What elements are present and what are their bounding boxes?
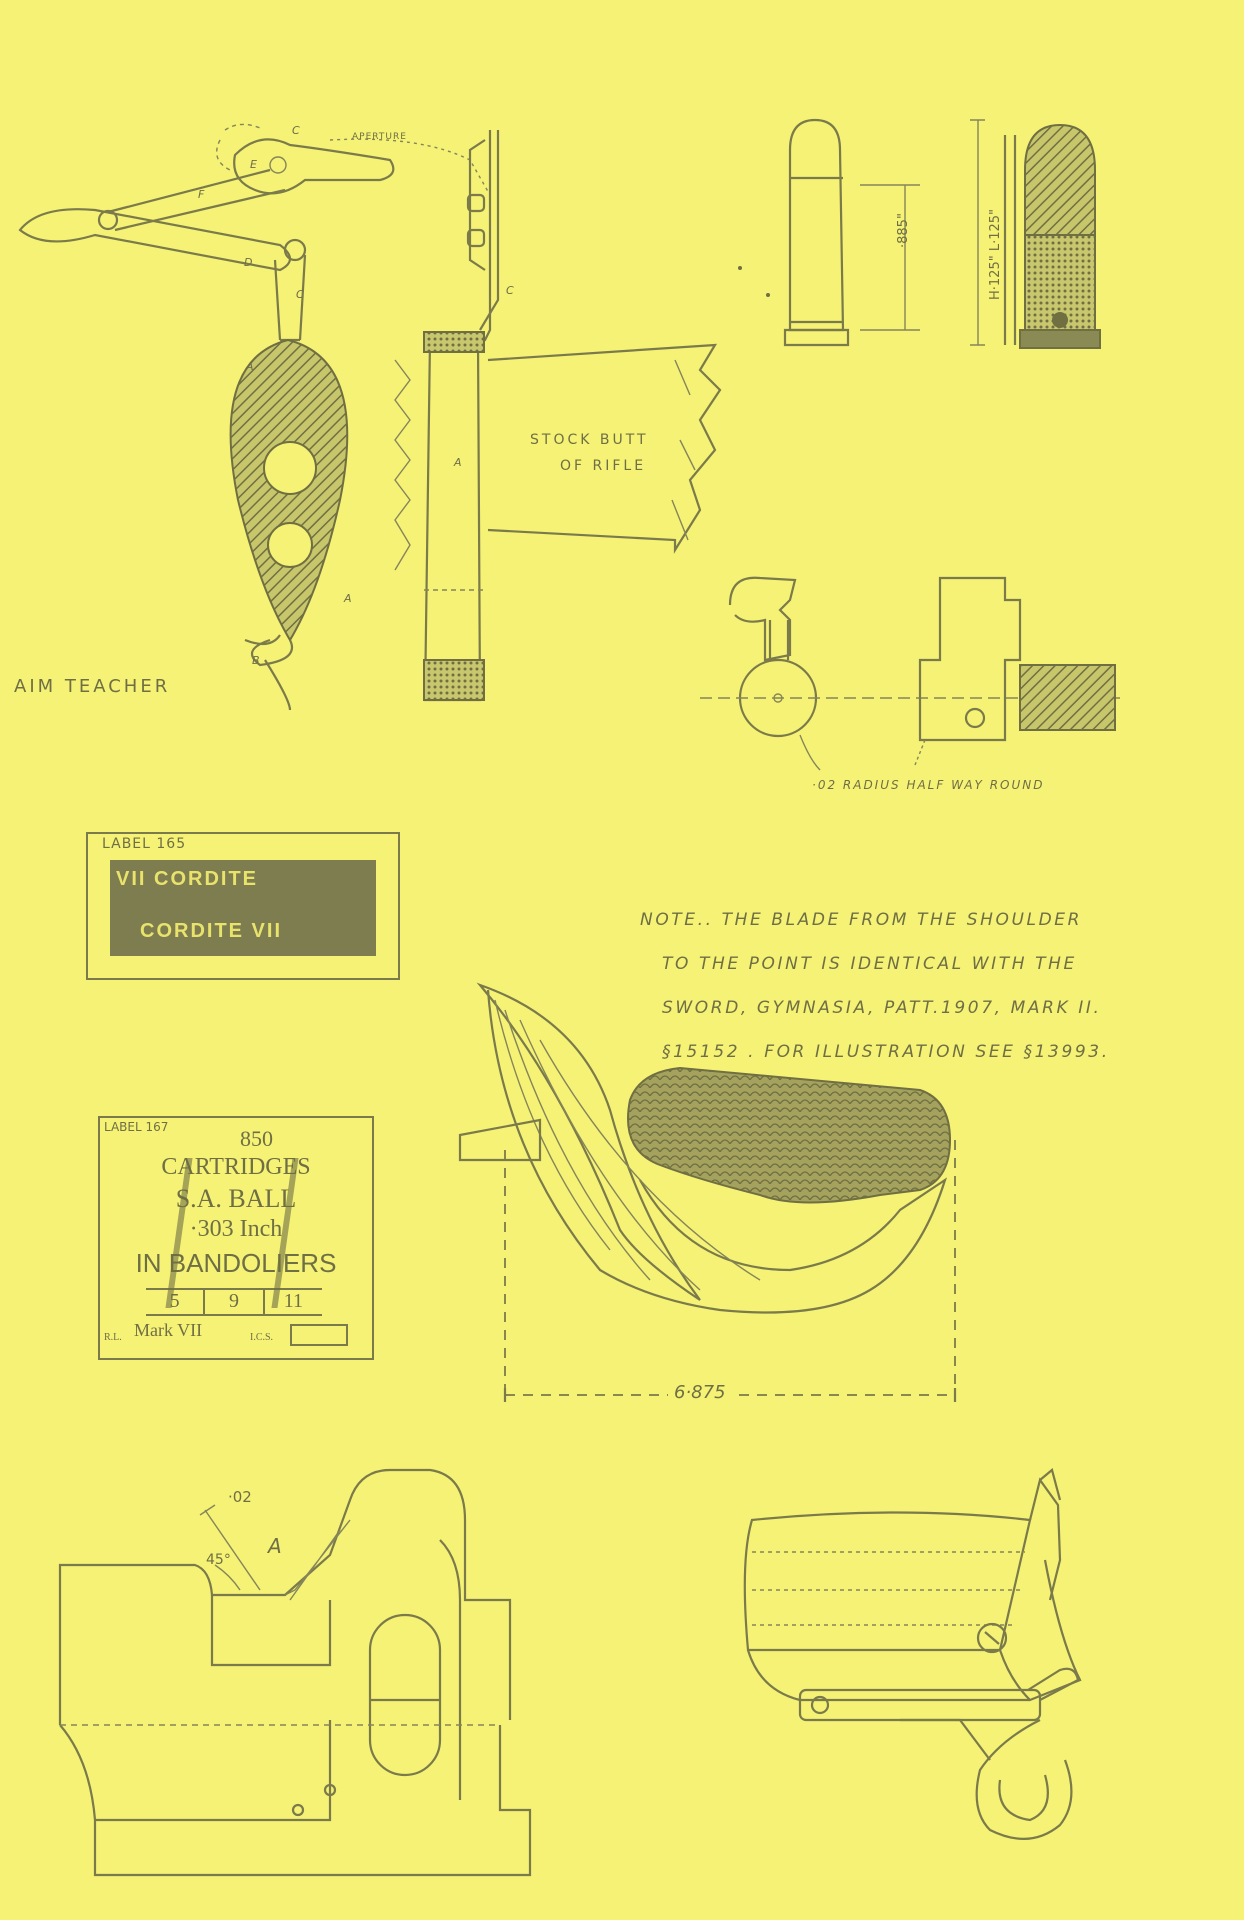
note-text — [640, 898, 1200, 1074]
label-165-line1: VII CORDITE — [116, 868, 259, 890]
aim-teacher-drawing — [20, 124, 720, 710]
label-167-line4: IN BANDOLIERS — [135, 1248, 337, 1278]
letter-a-lower: A — [344, 592, 352, 605]
label-167-year: 11 — [283, 1290, 303, 1312]
label-167-mark: Mark VII — [134, 1320, 203, 1340]
letter-c-stem: C — [296, 288, 304, 301]
sight-detail-drawing — [700, 578, 1120, 770]
rifle-body-drawing — [745, 1470, 1080, 1839]
bolt-detail-drawing — [60, 1470, 530, 1875]
hilt-dimension: 6·875 — [668, 1382, 732, 1403]
note-line-1: NOTE.. THE BLADE FROM THE SHOULDER — [640, 910, 1083, 930]
label-167 — [98, 1116, 374, 1360]
letter-c-top: C — [292, 124, 300, 137]
label-167-left-mark: R.L. — [104, 1332, 122, 1343]
note-line-4: §15152 . FOR ILLUSTRATION SEE §13993. — [662, 1042, 1110, 1062]
note-line-3: SWORD, GYMNASIA, PATT.1907, MARK II. — [662, 998, 1102, 1018]
letter-d: D — [244, 256, 253, 269]
label-165-plate — [110, 860, 376, 956]
letter-a-upper: A — [246, 360, 254, 373]
label-167-line3: ·303 Inch — [189, 1216, 283, 1242]
label-165-title: LABEL 165 — [102, 836, 187, 852]
of-rifle-label: OF RIFLE — [560, 458, 647, 474]
cartridge-drawing — [738, 120, 1100, 348]
letter-e: E — [250, 158, 257, 171]
label-167-right-mark: I.C.S. — [250, 1332, 274, 1343]
label-167-title: LABEL 167 — [104, 1120, 169, 1134]
stock-butt-label: STOCK BUTT — [530, 432, 649, 448]
bolt-letter-a: A — [268, 1534, 282, 1558]
label-167-line1: CARTRIDGES — [161, 1154, 311, 1180]
sight-radius-caption: ·02 RADIUS HALF WAY ROUND — [812, 778, 1045, 792]
label-167-day: 5 — [146, 1290, 205, 1314]
label-167-stamp-box — [290, 1324, 348, 1346]
aperture-label: APERTURE — [352, 132, 407, 142]
bolt-dim-label: ·02 — [228, 1488, 252, 1506]
letter-b: B — [252, 654, 260, 667]
label-167-count: 850 — [240, 1126, 273, 1151]
label-165-line2: CORDITE VII — [140, 920, 283, 942]
label-167-month: 9 — [205, 1290, 264, 1314]
cartridge-length-dim: H·125" L·125" — [988, 209, 1003, 300]
label-167-line2: S.A. BALL — [175, 1184, 297, 1213]
label-167-overprint — [165, 1158, 298, 1308]
letter-a-butt: A — [454, 456, 462, 469]
aim-teacher-title: AIM TEACHER — [14, 676, 171, 697]
bolt-angle-label: 45° — [206, 1552, 231, 1568]
label-165 — [86, 832, 400, 980]
letter-f: F — [198, 188, 205, 201]
cartridge-diameter-dim: ·885" — [896, 213, 911, 248]
note-line-2: TO THE POINT IS IDENTICAL WITH THE — [662, 954, 1077, 974]
letter-c-butt: C — [506, 284, 514, 297]
